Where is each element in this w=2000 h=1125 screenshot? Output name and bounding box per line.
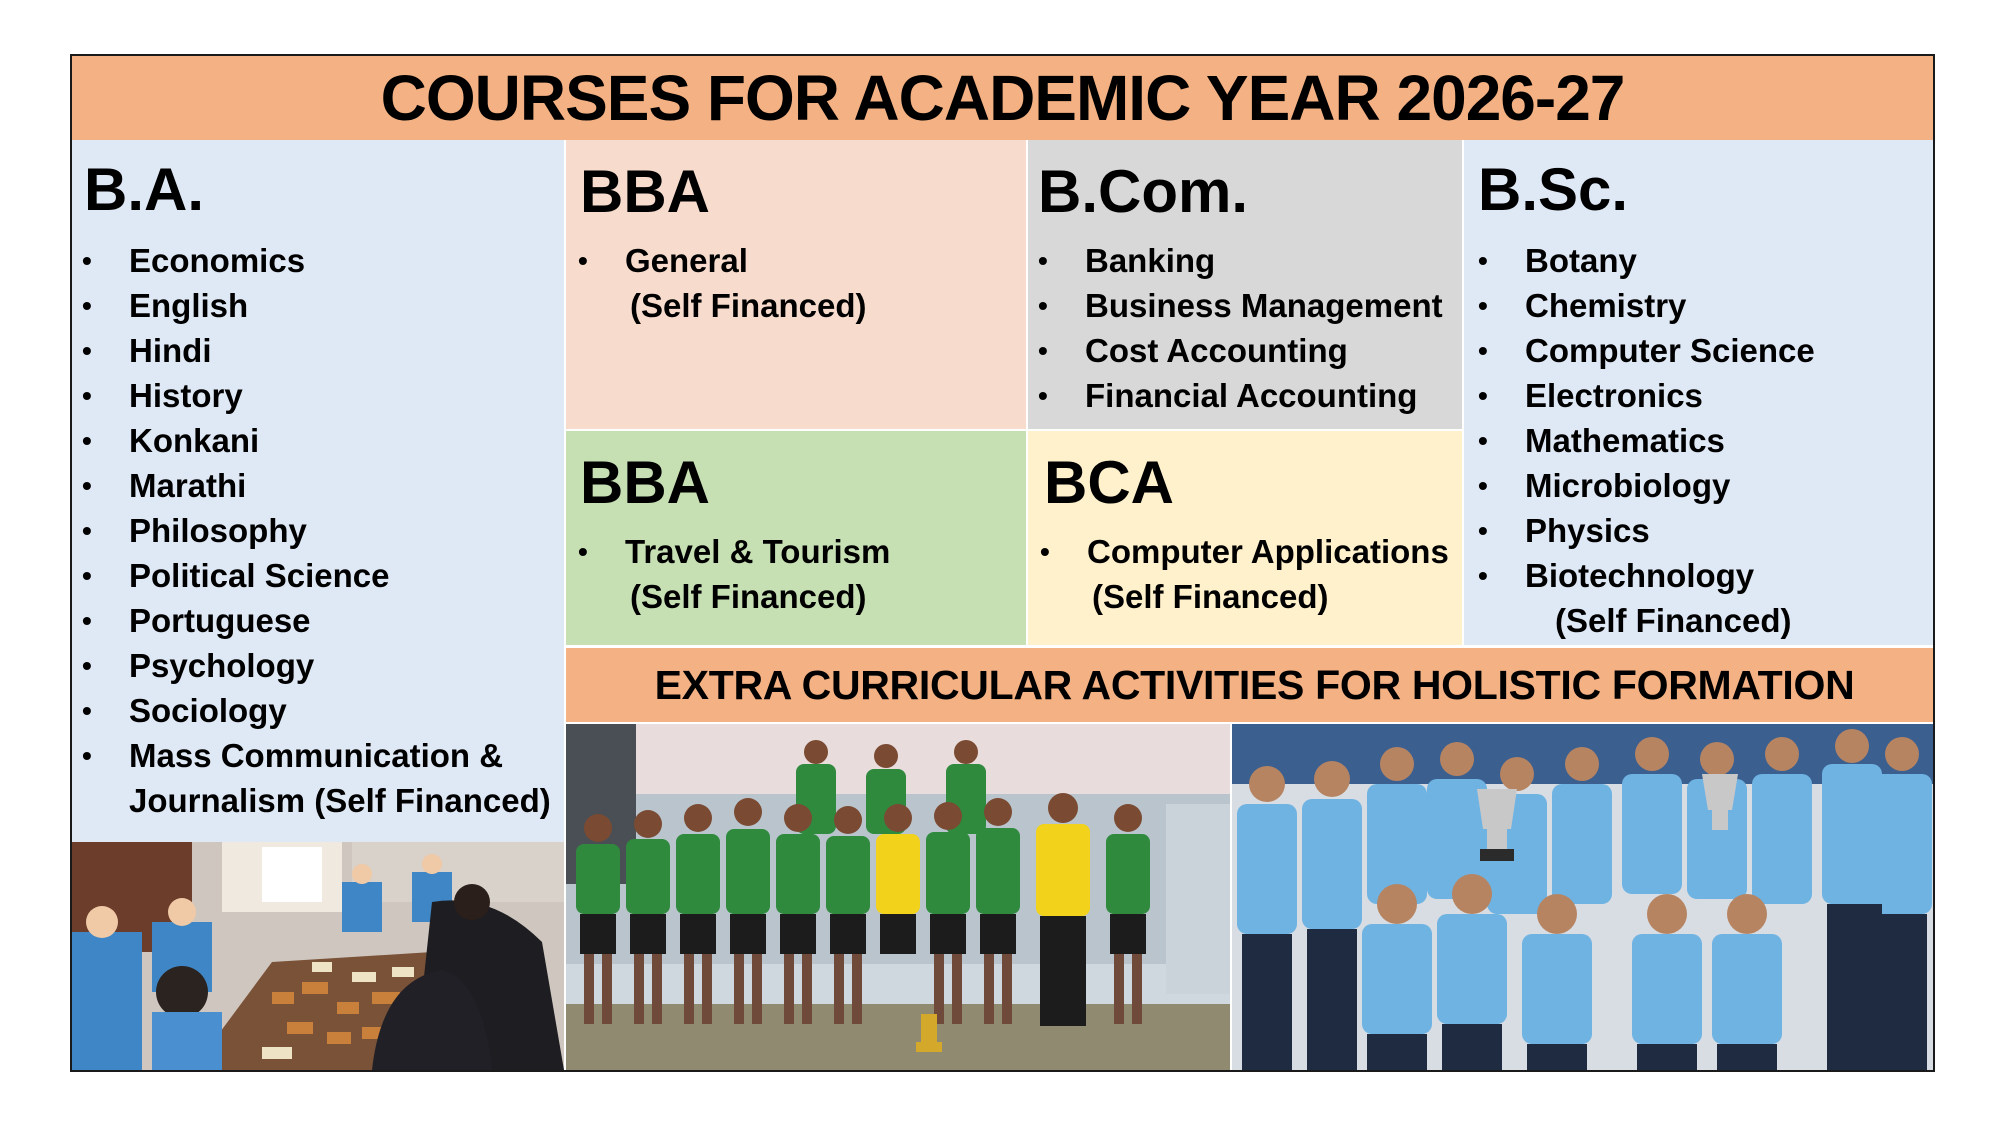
course-poster	[70, 54, 1935, 1072]
bba-general-self-financed-note: (Self Financed)	[630, 287, 867, 324]
ba-course-item: • Philosophy	[82, 508, 562, 553]
bba-travel-course-item	[578, 529, 890, 619]
bsc-biotech-name: Biotechnology	[1525, 557, 1755, 594]
ba-course-item: • Hindi	[82, 328, 562, 373]
title-banner	[72, 56, 1933, 140]
bcom-course-item: • Business Management	[1038, 283, 1443, 328]
extra-curricular-heading: EXTRA CURRICULAR ACTIVITIES FOR HOLISTIC FORMATION	[654, 661, 1855, 708]
ba-course-line-1: Mass Communication &	[129, 737, 504, 774]
ba-course-item: • Portuguese	[82, 598, 562, 643]
bsc-course-item: • Botany	[1478, 238, 1815, 283]
bsc-heading: B.Sc.	[1478, 156, 1629, 223]
bba-general-heading: BBA	[580, 158, 710, 225]
bsc-course-item: • Mathematics	[1478, 418, 1815, 463]
bba-travel-panel	[566, 431, 1026, 645]
library-students-illustration	[72, 842, 564, 1070]
ba-course-item: • Sociology	[82, 688, 562, 733]
ba-course-item: • English	[82, 283, 562, 328]
bca-course-item	[1040, 529, 1449, 619]
bba-general-course-list	[578, 238, 867, 328]
ba-panel	[72, 140, 564, 842]
bsc-course-item-biotechnology	[1478, 553, 1815, 643]
ba-course-item: • Konkani	[82, 418, 562, 463]
bsc-course-item: • Microbiology	[1478, 463, 1815, 508]
bsc-biotech-self-financed-note: (Self Financed)	[1555, 602, 1792, 639]
ba-course-list	[82, 238, 562, 823]
bca-panel	[1028, 431, 1462, 645]
extra-curricular-banner	[566, 648, 1933, 722]
ba-course-item: • History	[82, 373, 562, 418]
bcom-panel	[1028, 140, 1462, 429]
bcom-course-item: • Cost Accounting	[1038, 328, 1443, 373]
ba-course-item-mass-communication	[82, 733, 562, 823]
bba-general-course-name: General	[625, 242, 748, 279]
ba-course-item: • Economics	[82, 238, 562, 283]
bsc-course-item: • Computer Science	[1478, 328, 1815, 373]
bsc-course-item: • Chemistry	[1478, 283, 1815, 328]
bba-travel-course-list	[578, 529, 890, 619]
bca-course-name: Computer Applications	[1087, 533, 1449, 570]
bca-self-financed-note: (Self Financed)	[1092, 578, 1329, 615]
bsc-course-item: • Electronics	[1478, 373, 1815, 418]
bcom-heading: B.Com.	[1038, 158, 1248, 225]
bcom-course-item: • Banking	[1038, 238, 1443, 283]
bba-travel-heading: BBA	[580, 449, 710, 516]
ba-course-item: • Psychology	[82, 643, 562, 688]
bba-general-course-item	[578, 238, 867, 328]
library-students-photo	[72, 842, 564, 1070]
bca-heading: BCA	[1044, 449, 1174, 516]
ba-course-item: • Marathi	[82, 463, 562, 508]
bca-course-list	[1040, 529, 1449, 619]
ba-course-item: • Political Science	[82, 553, 562, 598]
sports-team-illustration	[566, 724, 1230, 1070]
page-title: COURSES FOR ACADEMIC YEAR 2026-27	[380, 62, 1625, 134]
bcom-course-list	[1038, 238, 1443, 418]
bcom-course-item: • Financial Accounting	[1038, 373, 1443, 418]
bsc-panel	[1464, 140, 1933, 645]
bsc-course-list	[1478, 238, 1815, 643]
ba-heading: B.A.	[84, 156, 204, 223]
students-trophy-illustration	[1232, 724, 1933, 1070]
bsc-course-item: • Physics	[1478, 508, 1815, 553]
bba-travel-course-name: Travel & Tourism	[625, 533, 891, 570]
bba-general-panel	[566, 140, 1026, 429]
bba-travel-self-financed-note: (Self Financed)	[630, 578, 867, 615]
sports-team-photo	[566, 724, 1230, 1070]
students-trophy-photo	[1232, 724, 1933, 1070]
ba-course-line-2: Journalism (Self Financed)	[129, 782, 551, 819]
